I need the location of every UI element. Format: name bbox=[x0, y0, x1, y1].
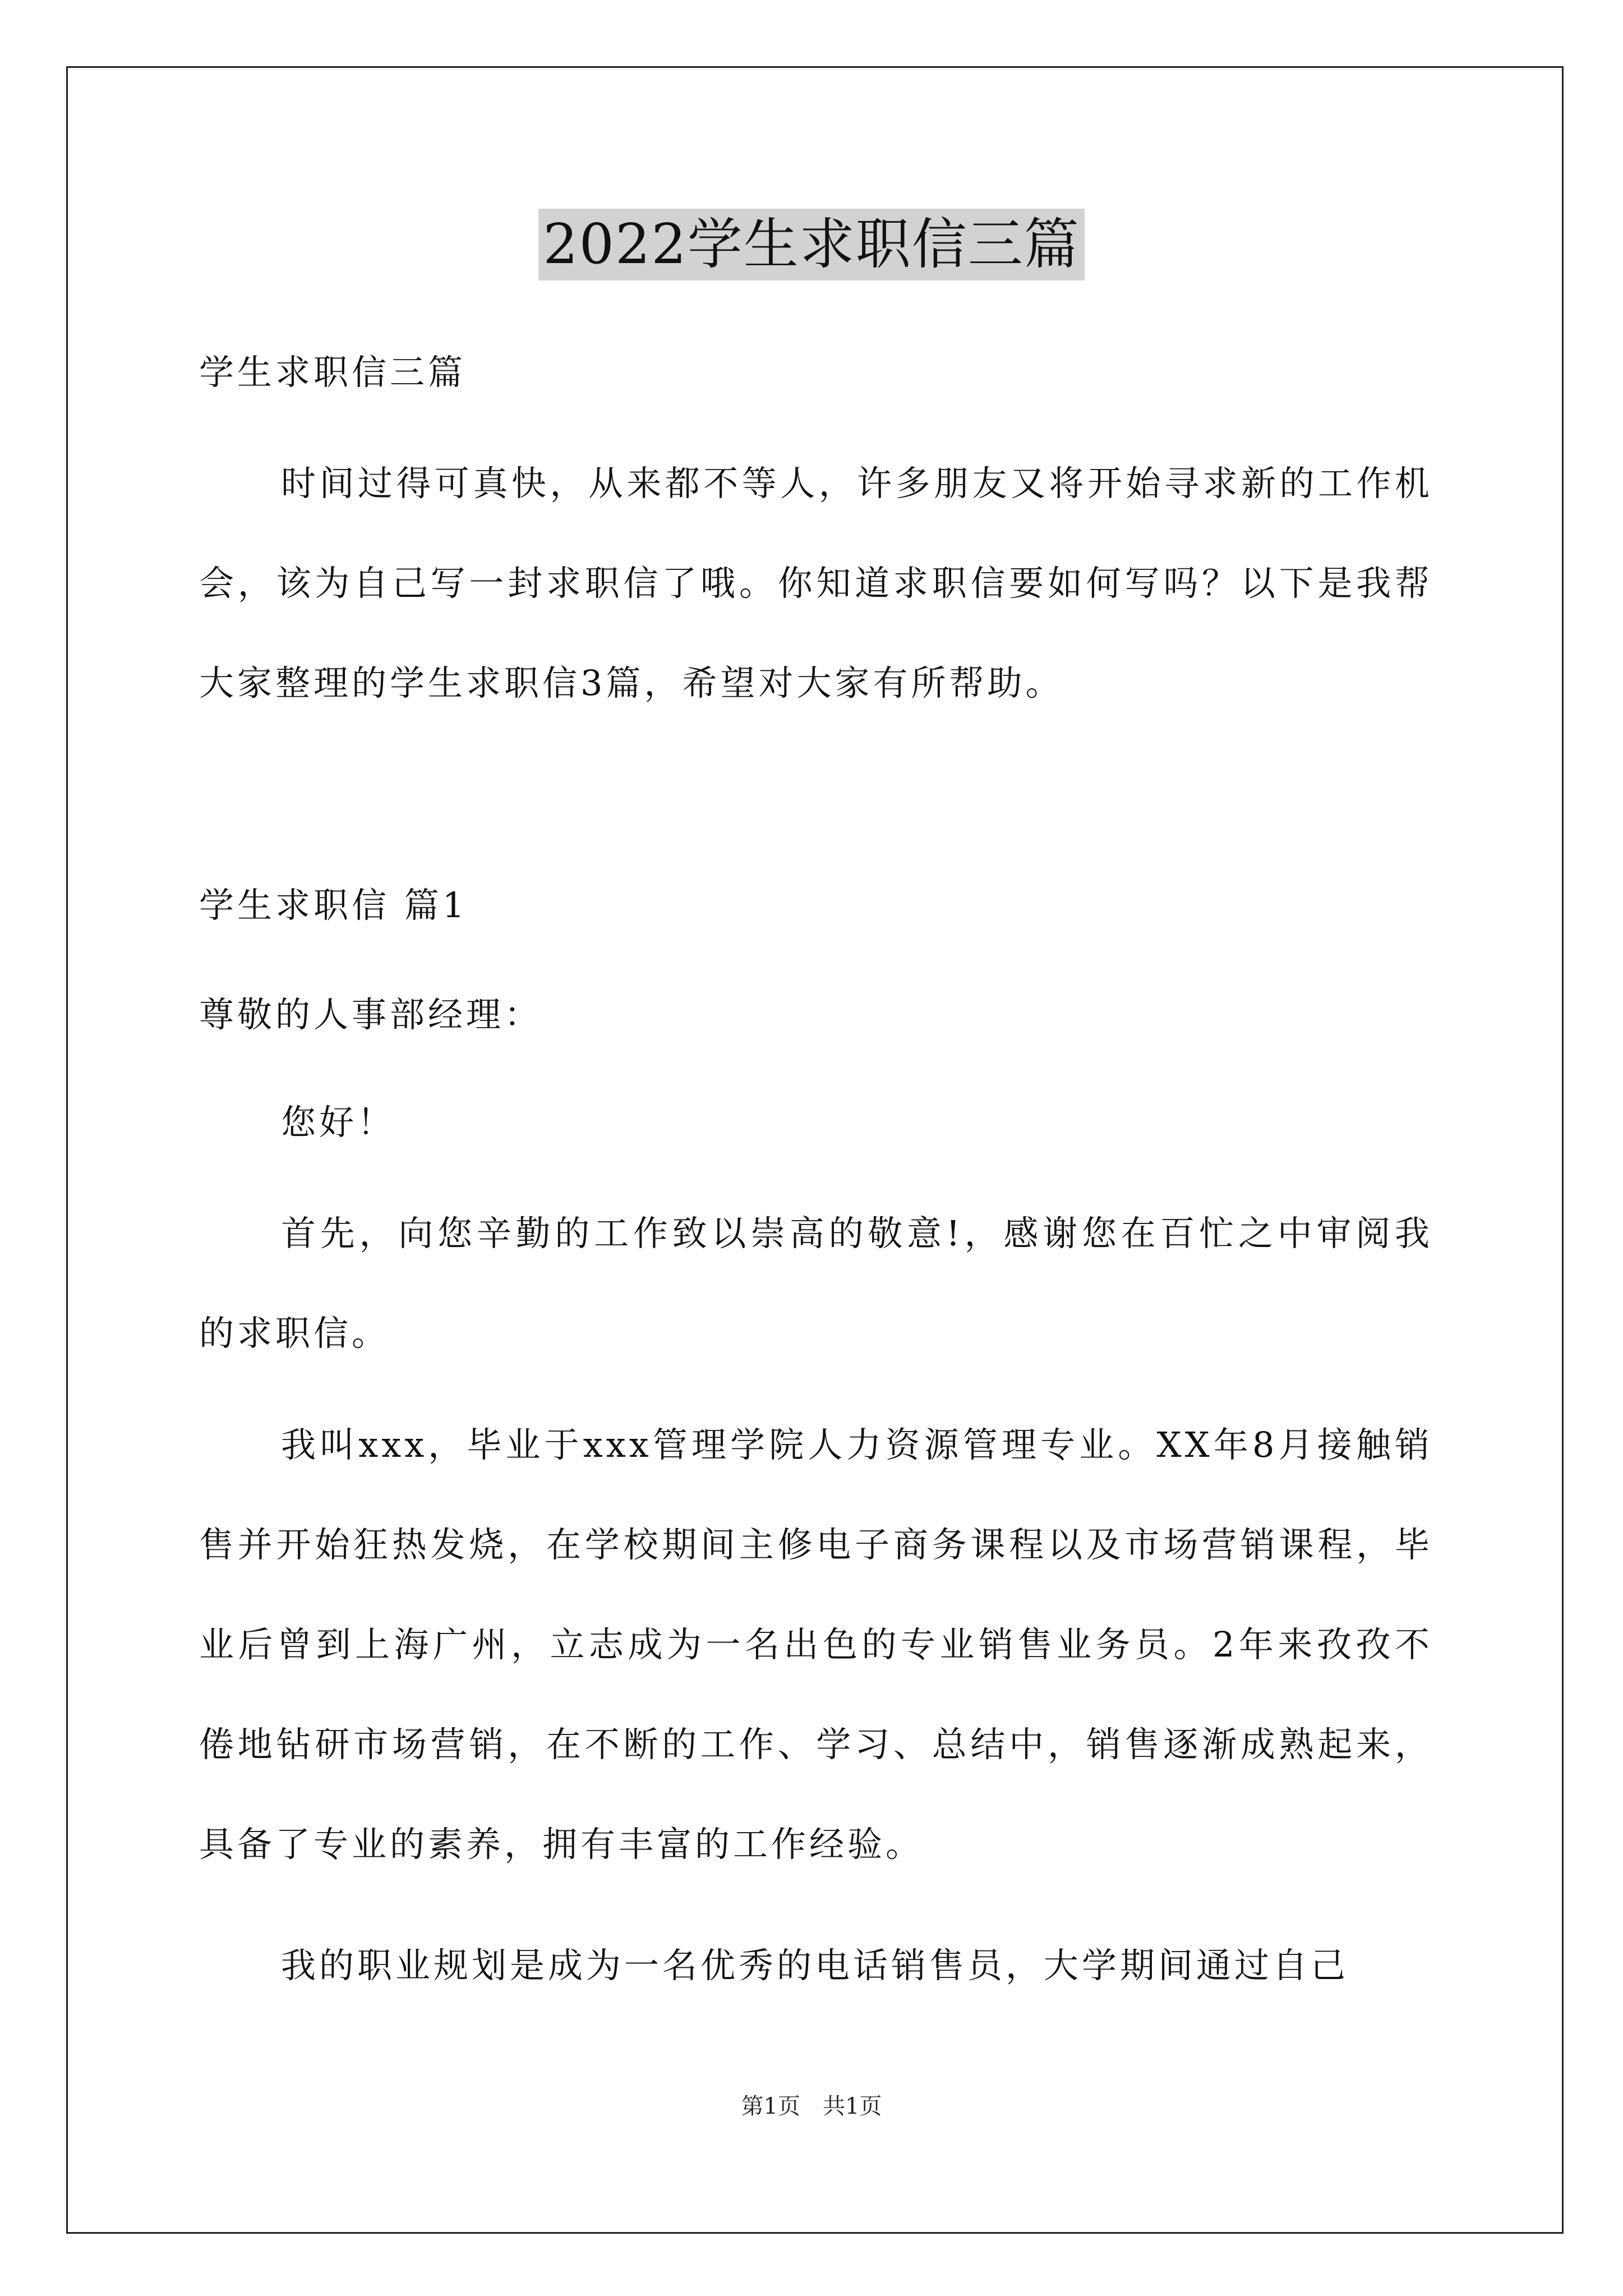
page-footer: 第1页 共1页 bbox=[741, 2093, 882, 2119]
salutation: 尊敬的人事部经理： bbox=[199, 994, 543, 1035]
body-paragraph-3: 我的职业规划是成为一名优秀的电话销售员，大学期间通过自己 bbox=[281, 1945, 1349, 1986]
section-heading: 学生求职信 篇1 bbox=[199, 885, 468, 926]
document-title: 2022学生求职信三篇 bbox=[538, 209, 1084, 280]
subtitle: 学生求职信三篇 bbox=[199, 352, 467, 393]
body-paragraph-2: 我叫xxx，毕业于xxx管理学院人力资源管理专业。XX年8月接触销售并开始狂热发烧，在学校期间主修电子商务课程以及市场营销课程，毕业后曾到上海广州，立志成为一名出色的专业销售业务员。2年来孜孜不倦地钻研市场营销，在不断的工作、学习、总结中，销售逐渐成熟起来，具备了专业的素养，拥有丰富的工作经验。 bbox=[199, 1424, 1433, 1865]
intro-paragraph: 时间过得可真快，从来都不等人，许多朋友又将开始寻求新的工作机会，该为自己写一封求职信了哦。你知道求职信要如何写吗？以下是我帮大家整理的学生求职信3篇，希望对大家有所帮助。 bbox=[199, 463, 1433, 703]
body-paragraph-1: 首先，向您辛勤的工作致以崇高的敬意!，感谢您在百忙之中审阅我的求职信。 bbox=[199, 1213, 1433, 1354]
title-container bbox=[0, 209, 1623, 280]
greeting: 您好！ bbox=[281, 1102, 396, 1143]
